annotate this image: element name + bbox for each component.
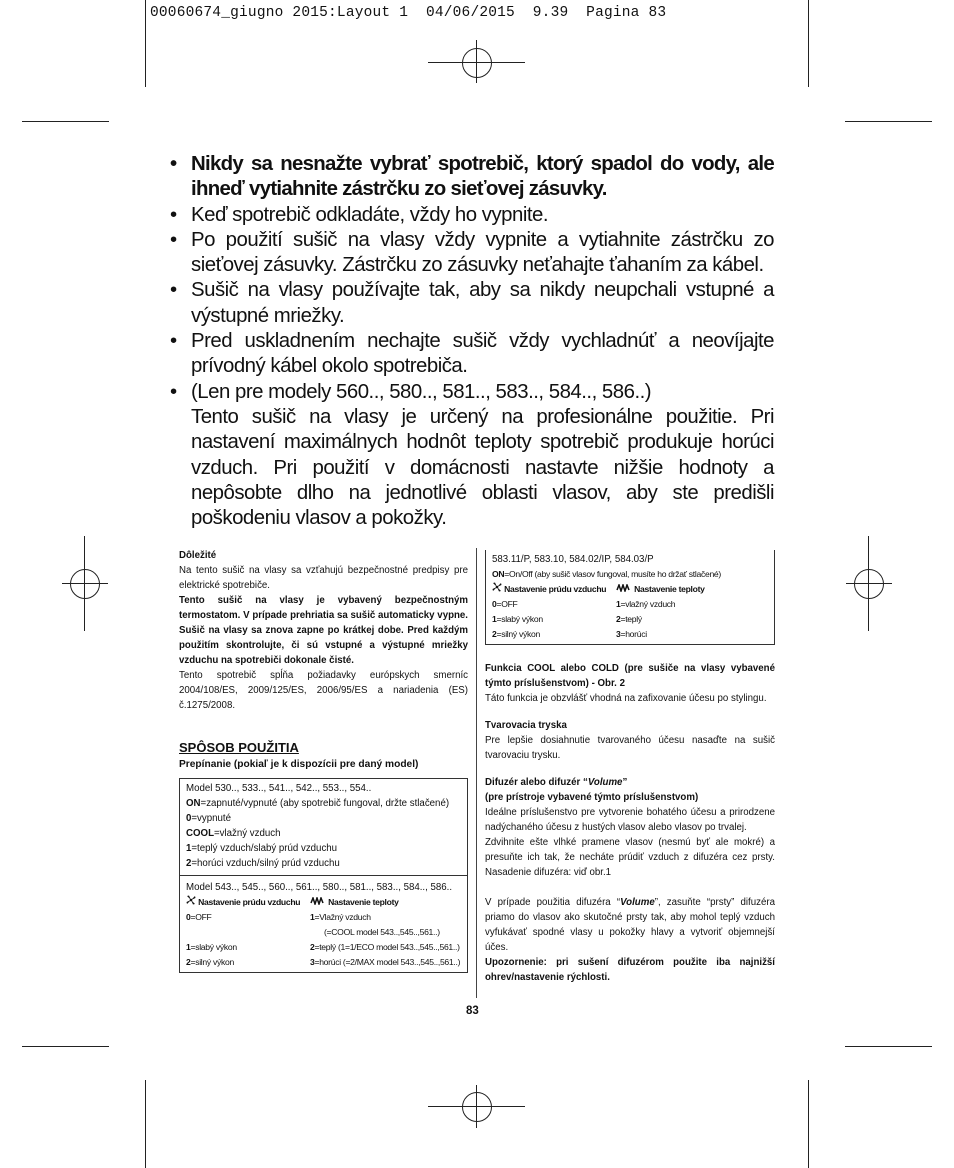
key: 2: [186, 957, 191, 968]
model-box-3: [485, 550, 775, 645]
crop-mark: [808, 1080, 809, 1168]
important-text-bold: Tento sušič na vlasy je vybavený bezpečnostným termostatom. V prípade prehriatia sa sušič automaticky vypne. Sušič na vlasy sa znova zapne po krátkej dobe. Pred každým použitím skontrolujte, či sú vstupné a výstupné mriežky vzduchu na spotrebiči dokonale čisté.: [179, 595, 468, 666]
key-desc: =slabý výkon: [190, 942, 237, 953]
heat-icon: [616, 582, 632, 597]
warning-bullet: • Nikdy sa nesnažte vybrať spotrebič, ktorý spadol do vody, ale ihneď vytiahnite zástrčku zo sieťovej zásuvky.: [170, 152, 774, 203]
right-column: [485, 550, 775, 985]
diffuser-subtitle: (pre prístroje vybavené týmto príslušenstvom): [485, 792, 699, 804]
key-desc: =horúci: [620, 629, 647, 640]
diffuser-text: Ideálne príslušenstvo pre vytvorenie bohatého účesu a prirodzene nadýchaného účesu z hustých vlasov alebo vlasov po trvalej.: [485, 807, 775, 834]
title-part: Difuzér alebo difuzér “: [485, 777, 588, 789]
crop-mark: [808, 0, 809, 87]
key: 1: [186, 843, 192, 854]
print-header: 00060674_giugno 2015:Layout 1 04/06/2015 9.39 Pagina 83: [150, 5, 667, 21]
key-desc: =teplý: [620, 614, 642, 625]
crop-mark: [145, 1080, 146, 1168]
text-part: V prípade použitia difuzéra “: [485, 897, 621, 909]
models: Model 543.., 545.., 560.., 561.., 580.., 581.., 583.., 584.., 586..: [186, 882, 453, 893]
warning-bullet: • Keď spotrebič odkladáte, vždy ho vypnite.: [170, 203, 774, 228]
key: 0: [186, 813, 192, 824]
left-column: [179, 548, 468, 973]
key-desc: =On/Off (aby sušič vlasov fungoval, musíte ho držať stlačené): [504, 569, 721, 579]
diffuser-title: [485, 775, 775, 790]
key-desc: =teplý (1=1/ECO model 543..,545..,561..): [314, 942, 460, 953]
key-desc: =slabý výkon: [496, 614, 543, 625]
crop-mark: [845, 1046, 932, 1047]
key: 0: [492, 599, 497, 610]
important-text: Tento spotrebič spĺňa požiadavky európskych smerníc 2004/108/ES, 2009/125/ES, 2006/95/ES a nariadenia (ES) č.1275/2008.: [179, 670, 468, 711]
models: Model 530.., 533.., 541.., 542.., 553.., 554..: [186, 783, 372, 794]
switch-title: Prepínanie (pokiaľ je k dispozícii pre daný model): [179, 759, 419, 770]
fan-label: Nastavenie prúdu vzduchu: [198, 897, 301, 907]
model-box-1: [179, 778, 468, 973]
key: 2: [186, 858, 192, 869]
key-desc: =OFF: [190, 912, 212, 923]
fan-icon: [492, 582, 502, 597]
key-desc: =silný výkon: [190, 957, 234, 968]
key: ON: [492, 569, 505, 579]
text-part: ”, zasuňte “prsty” difuzéra priamo do vlasov ako skutočné prsty tak, aby mohol teplý vzduch vyfukávať spodné vlasy u pokožky hlavy a vytvoriť objemnejší účes.: [485, 897, 775, 954]
crop-mark: [845, 121, 932, 122]
text-part: Volume: [620, 897, 655, 909]
diffuser-warning: Upozornenie: pri sušení difuzérom použite iba najnižší ohrev/nastavenie rýchlosti.: [485, 957, 775, 984]
key: 3: [310, 957, 315, 968]
section-title: SPÔSOB POUŽITIA: [179, 740, 299, 755]
key: 1: [186, 942, 191, 953]
nozzle-title: Tvarovacia tryska: [485, 720, 567, 732]
warning-bullet: • Po použití sušič na vlasy vždy vypnite a vytiahnite zástrčku zo sieťovej zásuvky. Zástrčku zo zásuvky neťahajte ťahaním za kábel.: [170, 228, 774, 279]
heat-icon: [310, 895, 326, 910]
key-desc: =OFF: [496, 599, 518, 610]
diffuser-text: [485, 895, 775, 955]
key-desc-extra: (=COOL model 543..,545..,561..): [324, 927, 440, 938]
heat-label: Nastavenie teploty: [634, 584, 705, 594]
warning-bullet: • (Len pre modely 560.., 580.., 581.., 583.., 584.., 586..): [170, 380, 774, 405]
key-desc: =vlažný vzduch: [213, 828, 281, 839]
fan-label: Nastavenie prúdu vzduchu: [504, 584, 607, 594]
key-desc: =horúci vzduch/silný prúd vzduchu: [191, 858, 340, 869]
key-desc: =silný výkon: [496, 629, 540, 640]
key: 1: [492, 614, 497, 625]
cool-title: Funkcia COOL alebo COLD (pre sušiče na vlasy vybavené týmto príslušenstvom) - Obr. 2: [485, 663, 775, 690]
important-text: Na tento sušič na vlasy sa vzťahujú bezpečnostné predpisy pre elektrické spotrebiče.: [179, 565, 468, 591]
key-desc: =horúci (=2/MAX model 543..,545..,561..): [314, 957, 461, 968]
key: 1: [310, 912, 315, 923]
models: 583.11/P, 583.10, 584.02/IP, 584.03/P: [492, 554, 654, 565]
important-title: Dôležité: [179, 550, 217, 561]
crop-mark: [145, 0, 146, 87]
key-desc: =zapnuté/vypnuté (aby spotrebič fungoval, držte stlačené): [200, 798, 450, 809]
column-divider: [476, 548, 477, 998]
diffuser-text: Zdvihnite ešte vlhké pramene vlasov (nesmú byť ale mokré) a presuňte ich tak, že necháte prúdiť vzduch z difuzéra cez prsty. Nasadenie difuzéra: viď obr.1: [485, 837, 775, 879]
crop-mark: [22, 121, 109, 122]
key: 2: [492, 629, 497, 640]
warning-bullet-continuation: Tento sušič na vlasy je určený na profesionálne použitie. Pri nastavení maximálnych hodnôt teploty spotrebič produkuje horúci vzduch. Pri použití v domácnosti nastavte nižšie hodnoty a nepôsobte dlho na jednotlivé oblasti vlasov, aby ste predišli poškodeniu vlasov a pokožky.: [191, 405, 774, 530]
key: 2: [616, 614, 621, 625]
key-desc: =vypnuté: [191, 813, 231, 824]
key: 1: [616, 599, 621, 610]
key: 0: [186, 912, 191, 923]
safety-warnings: [170, 152, 774, 531]
title-part: Volume: [587, 777, 623, 789]
title-part: ”: [622, 777, 628, 789]
key-desc: =teplý vzduch/slabý prúd vzduchu: [191, 843, 338, 854]
page-number: 83: [466, 1005, 479, 1017]
key: 3: [616, 629, 621, 640]
crop-mark: [22, 1046, 109, 1047]
nozzle-text: Pre lepšie dosiahnutie tvarovaného účesu nasaďte na sušič tvarovaciu trysku.: [485, 735, 775, 762]
key: COOL: [186, 828, 214, 839]
fan-icon: [186, 895, 196, 910]
heat-label: Nastavenie teploty: [328, 897, 399, 907]
key: ON: [186, 798, 201, 809]
warning-bullet: • Pred uskladnením nechajte sušič vždy vychladnúť a neovíjajte prívodný kábel okolo spotrebiča.: [170, 329, 774, 380]
key-desc: =Vlažný vzduch: [314, 912, 371, 923]
key-desc: =vlažný vzduch: [620, 599, 676, 610]
warning-bullet: • Sušič na vlasy používajte tak, aby sa nikdy neupchali vstupné a výstupné mriežky.: [170, 278, 774, 329]
cool-text: Táto funkcia je obzvlášť vhodná na zafixovanie účesu po stylingu.: [485, 693, 767, 705]
key: 2: [310, 942, 315, 953]
